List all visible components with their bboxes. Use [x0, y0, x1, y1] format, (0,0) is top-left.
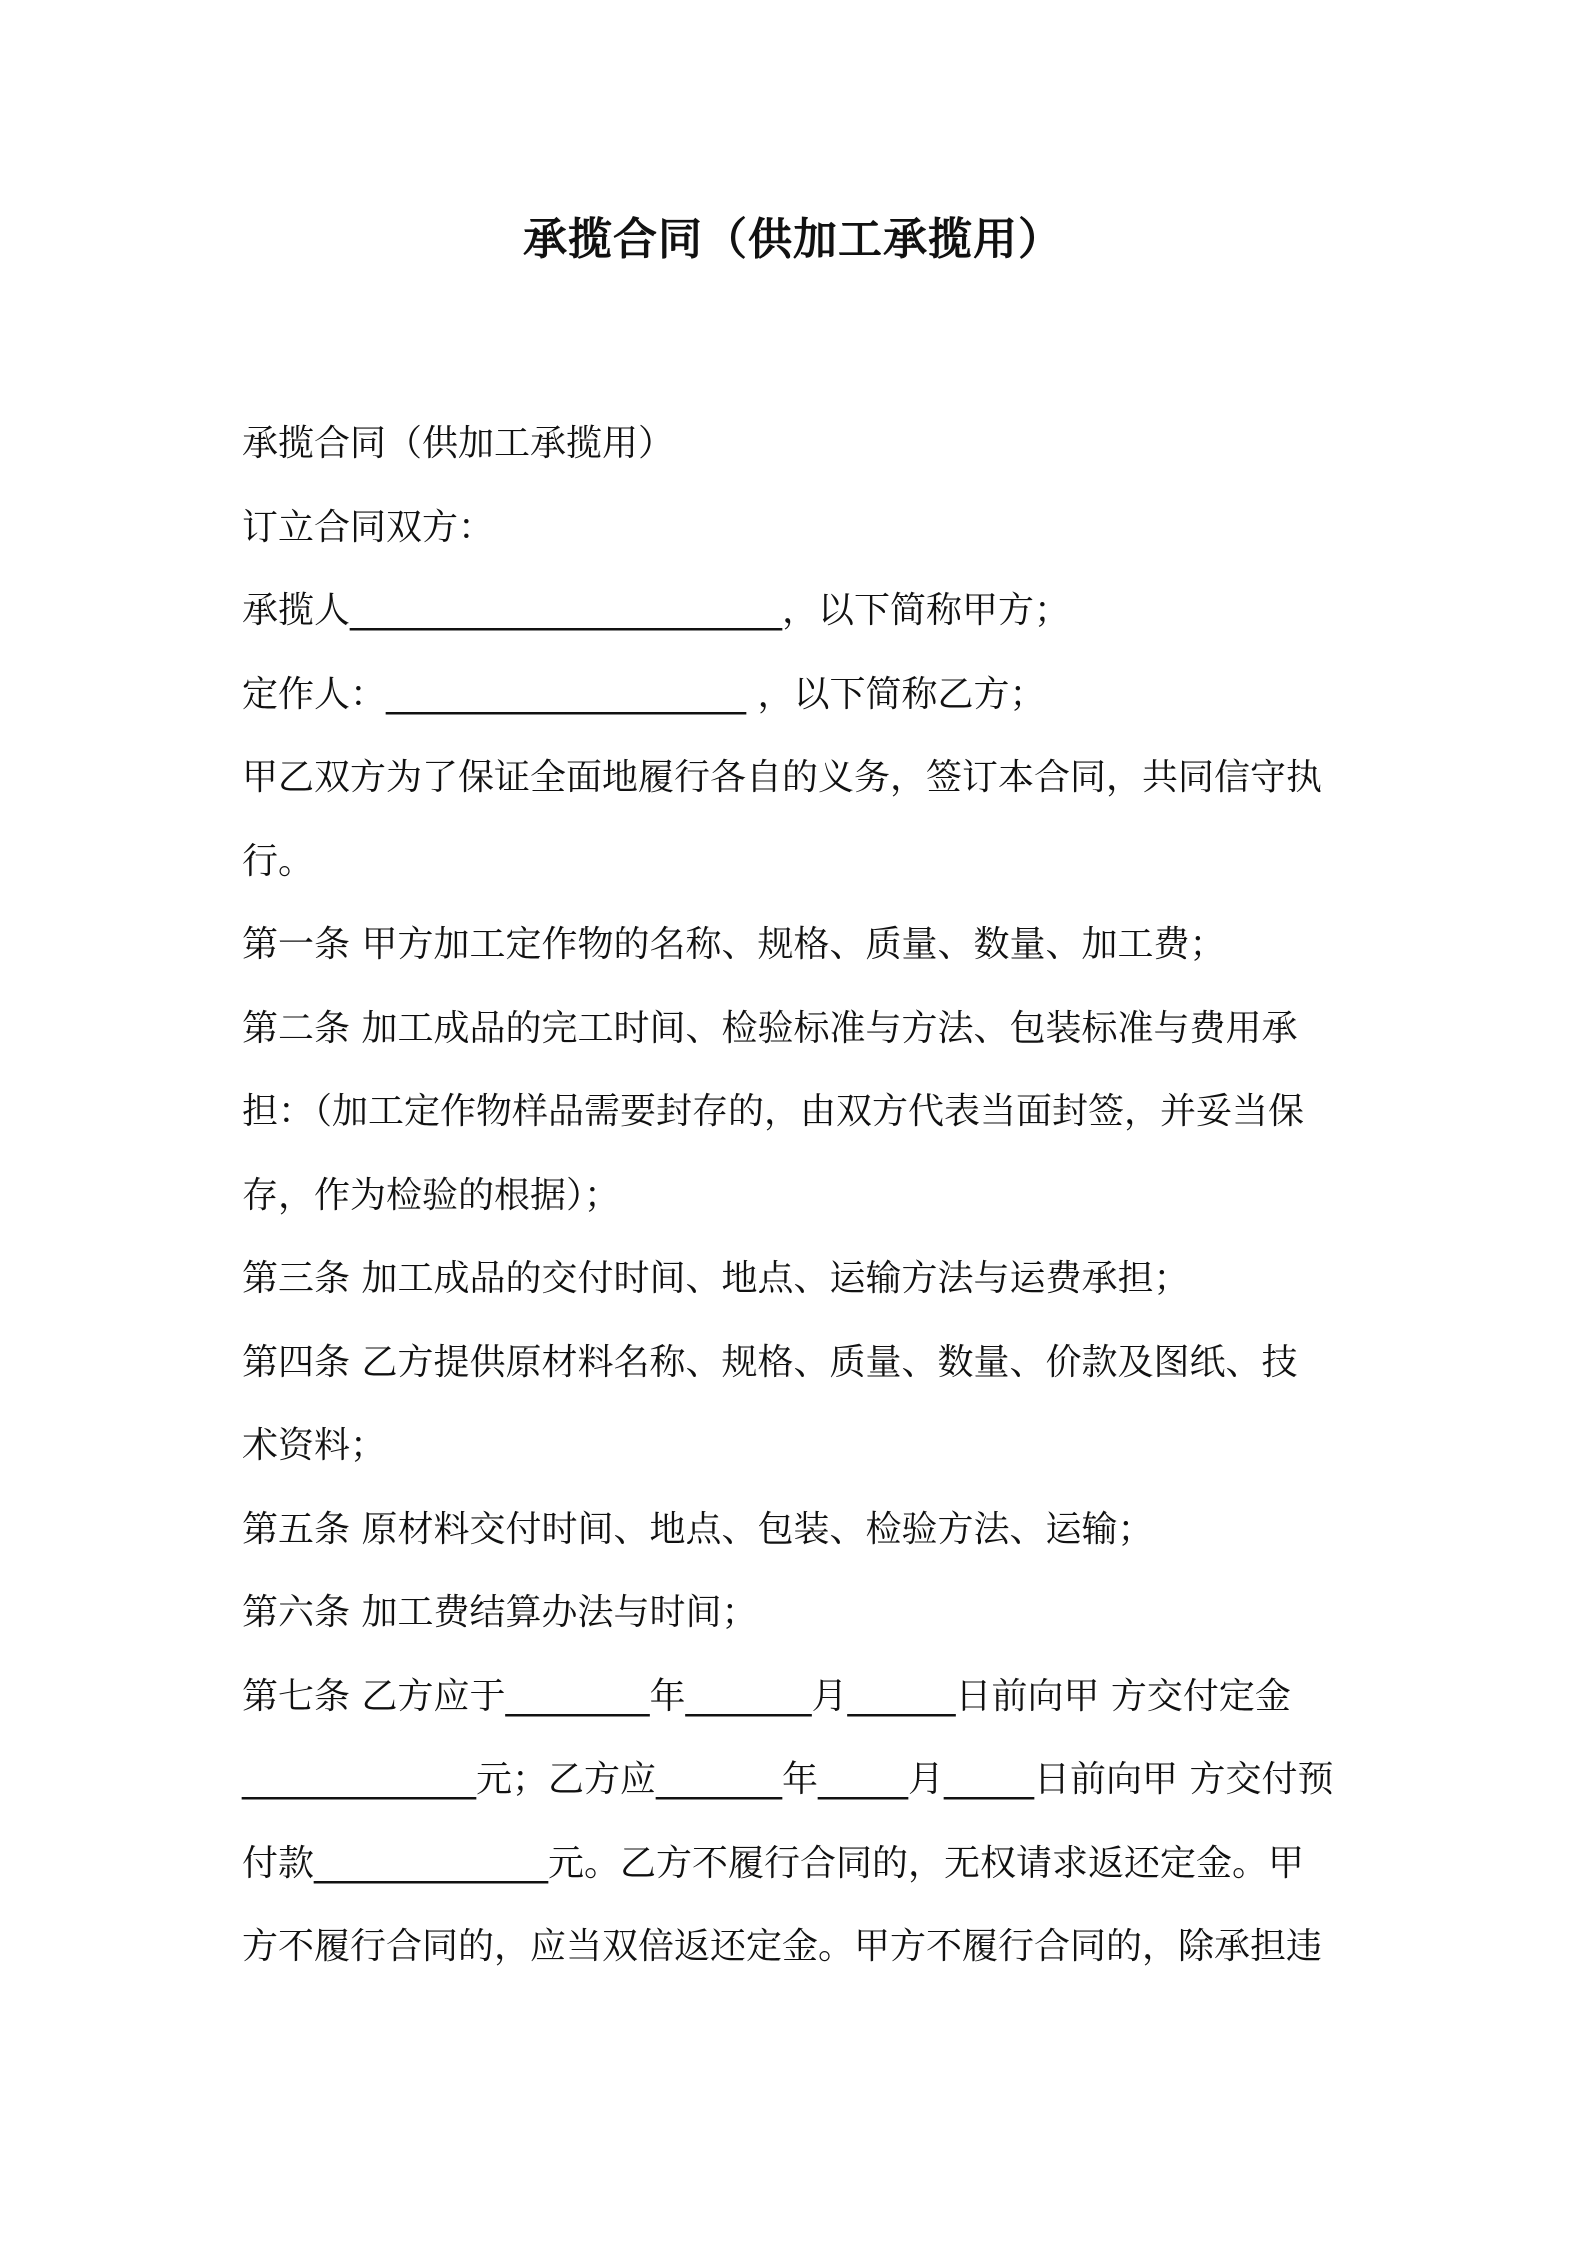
article-7-line: 第七条 乙方应于________年_______月______日前向甲 方交付定金 [242, 1675, 1291, 1717]
paragraph-line: 术资料； [242, 1425, 387, 1466]
paragraph-line: 承揽合同（供加工承揽用） [242, 423, 675, 464]
paragraph-line: 付款_____________元。乙方不履行合同的，无权请求返还定金。甲 [242, 1842, 1305, 1884]
page-title: 承揽合同（供加工承揽用） [523, 214, 1063, 265]
paragraph-line: _____________元；乙方应_______年_____月_____日前向甲 方交付预 [242, 1759, 1334, 1800]
article-3-line: 第三条 加工成品的交付时间、地点、运输方法与运费承担； [242, 1258, 1190, 1299]
paragraph-line: 方不履行合同的，应当双倍返还定金。甲方不履行合同的，除承担违 [242, 1926, 1323, 1967]
article-2-line: 第二条 加工成品的完工时间、检验标准与方法、包装标准与费用承 [242, 1007, 1298, 1049]
article-6-line: 第六条 加工费结算办法与时间； [242, 1592, 758, 1633]
paragraph-line: 行。 [242, 840, 315, 882]
article-1-line: 第一条 甲方加工定作物的名称、规格、质量、数量、加工费； [242, 924, 1226, 965]
orderer-line: 定作人：____________________ ，以下简称乙方； [242, 673, 1046, 715]
paragraph-line: 存，作为检验的根据）； [242, 1174, 621, 1216]
paragraph-line: 订立合同双方： [242, 506, 495, 548]
paragraph-line: 担：（加工定作物样品需要封存的，由双方代表当面封签，并妥当保 [242, 1091, 1305, 1132]
contract-body [242, 402, 1352, 1989]
article-4-line: 第四条 乙方提供原材料名称、规格、质量、数量、价款及图纸、技 [242, 1341, 1298, 1383]
contractor-line: 承揽人________________________，以下简称甲方； [242, 590, 1071, 631]
article-5-line: 第五条 原材料交付时间、地点、包装、检验方法、运输； [242, 1508, 1154, 1550]
paragraph-line: 甲乙双方为了保证全面地履行各自的义务，签订本合同，共同信守执 [242, 757, 1323, 798]
